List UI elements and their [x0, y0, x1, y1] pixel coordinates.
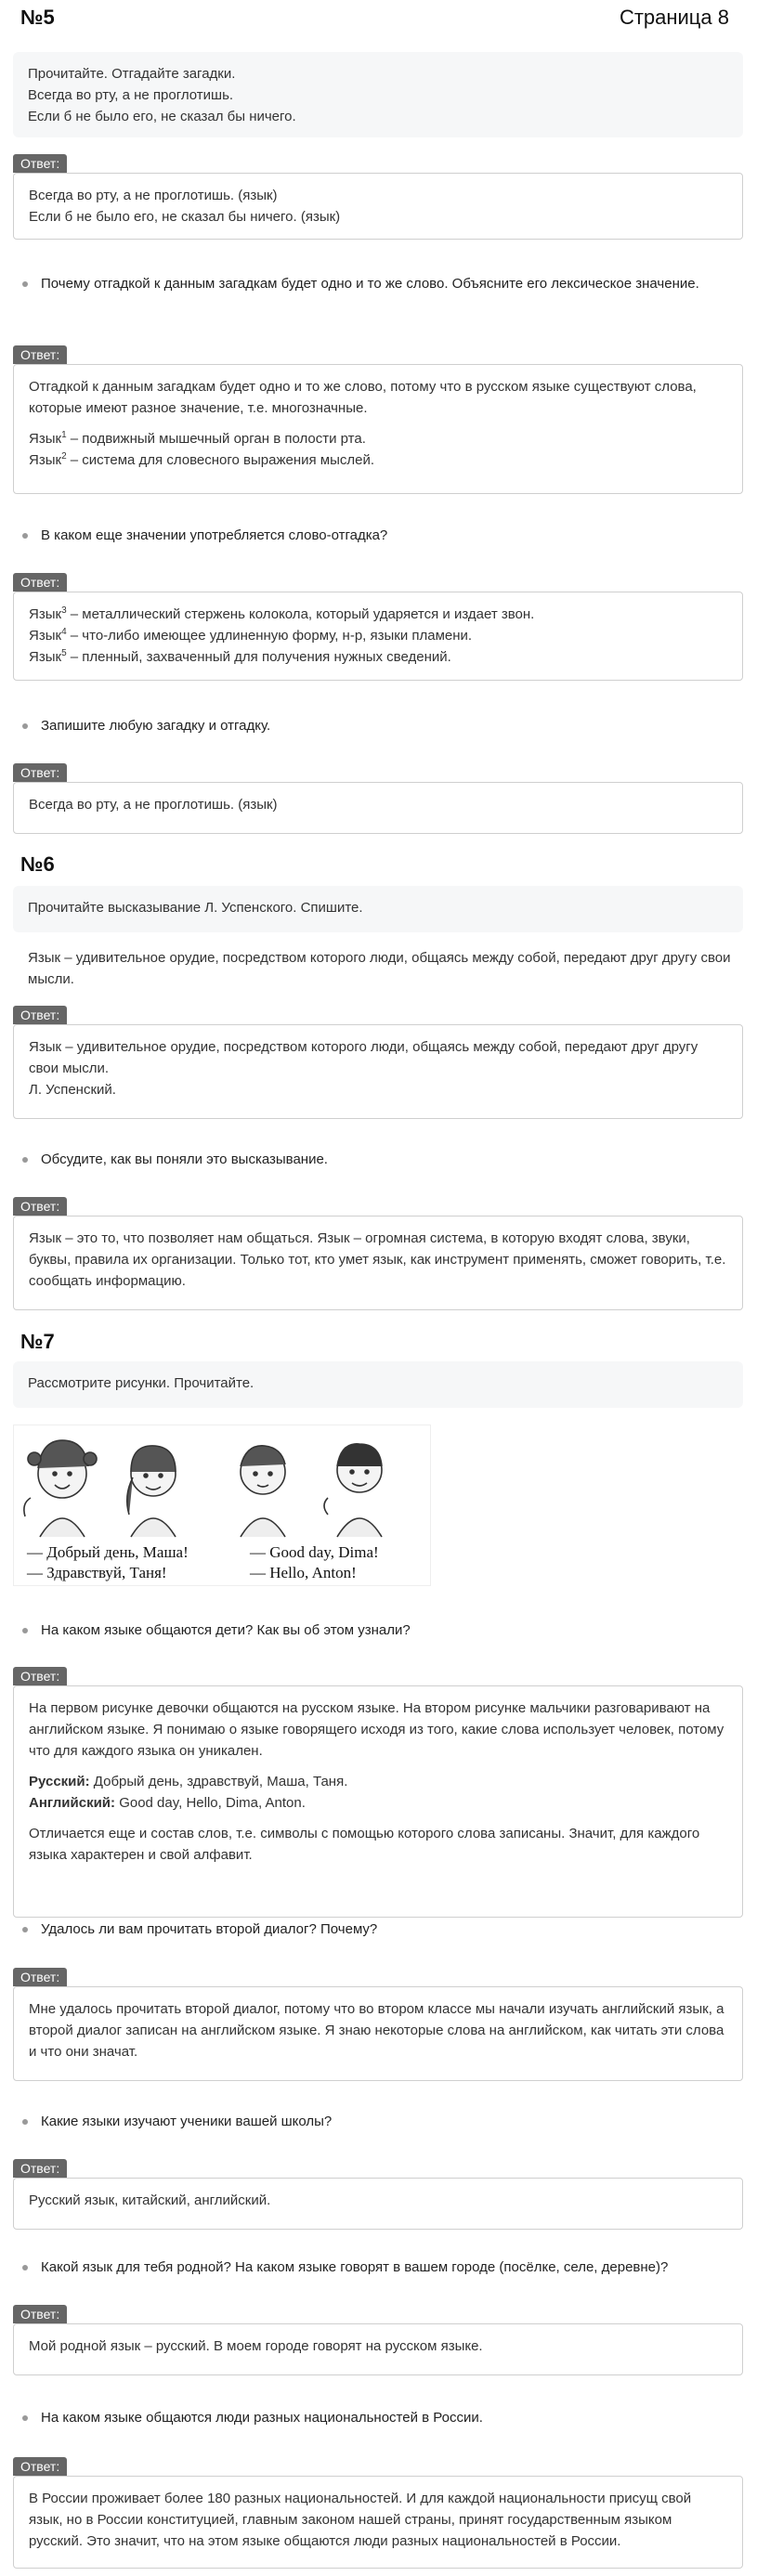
- answer-label: Ответ:: [13, 345, 67, 364]
- task6-quote: Язык – удивительное орудие, посредством которого люди, общаясь между собой, передают друг другу свои мысли.: [28, 950, 731, 987]
- girl-figure: [24, 1440, 97, 1537]
- task6-question2: [20, 1149, 745, 1170]
- answer-text: Отличается еще и состав слов, т.е. символы с помощью которого слова записаны. Значит, для каждого языка характерен и свой алфавит.: [29, 1826, 700, 1863]
- english-words: Английский: Good day, Hello, Dima, Anton.: [29, 1795, 306, 1811]
- task5-question4: [20, 715, 745, 736]
- caption-line: — Good day, Dima!: [250, 1543, 379, 1561]
- task7-answer4: [13, 2323, 743, 2375]
- task7-answer3: [13, 2178, 743, 2230]
- task5-prompt-line: Прочитайте. Отгадайте загадки.: [28, 66, 236, 82]
- answer-text: Язык – это то, что позволяет нам общаться. Язык – огромная система, в которую входят слова, звуки, буквы, правила их организации. Только тот, кто умет язык, как инструмент применять, сможет говорить, т.е. сообщать информацию.: [29, 1230, 726, 1289]
- task7-question1: [20, 1620, 745, 1641]
- answer-label: Ответ:: [13, 2159, 67, 2178]
- answer-line: Всегда во рту, а не проглотишь. (язык): [29, 188, 278, 203]
- task5-answer4: [13, 782, 743, 834]
- answer-label: Ответ:: [13, 1006, 67, 1024]
- page-number: Страница 8: [619, 6, 729, 29]
- caption-left: [27, 1542, 189, 1583]
- meaning-line: Язык$^2$ – система для словесного выражения мыслей.: [29, 451, 375, 468]
- task5-prompt-line: Если б не было его, не сказал бы ничего.: [28, 109, 296, 124]
- task7-title: №7: [20, 1330, 55, 1353]
- answer-line: Всегда во рту, а не проглотишь. (язык): [29, 797, 278, 813]
- russian-words: Русский: Добрый день, здравствуй, Маша, Таня.: [29, 1774, 348, 1789]
- answer-text: В России проживает более 180 разных национальностей. И для каждой национальности присущ свой язык, но в России конституцией, главным законом нашей страны, принят государственным языком русский. Это значит, что на этом языке общаются люди разных национальностей в России.: [29, 2491, 692, 2549]
- task6-answer2: [13, 1216, 743, 1310]
- caption-line: — Добрый день, Маша!: [27, 1543, 189, 1561]
- answer-label: Ответ:: [13, 154, 67, 173]
- bullet-dot: [22, 1157, 28, 1163]
- bullet-dot: [22, 1628, 28, 1633]
- task5-prompt-line: Всегда во рту, а не проглотишь.: [28, 87, 234, 103]
- bullet-dot: [22, 1927, 28, 1932]
- task6-prompt-line: Прочитайте высказывание Л. Успенского. Спишите.: [28, 900, 363, 916]
- answer-text: Русский язык, китайский, английский.: [29, 2192, 271, 2208]
- question-text: Почему отгадкой к данным загадкам будет одно и то же слово. Объясните его лексическое значение.: [41, 276, 699, 292]
- answer-text: Мой родной язык – русский. В моем городе говорят на русском языке.: [29, 2338, 483, 2354]
- answer-text: На первом рисунке девочки общаются на русском языке. На втором рисунке мальчики разговаривают на английском языке. Я понимаю о языке говорящего исходя из того, какие слова использует человек, потому что для каждого языка он уникален.: [29, 1700, 724, 1759]
- bullet-dot: [22, 2119, 28, 2125]
- answer-label: Ответ:: [13, 1968, 67, 1986]
- answer-line: Язык – удивительное орудие, посредством которого люди, общаясь между собой, передают друг другу свои мысли.: [29, 1039, 698, 1076]
- girl-figure: [127, 1446, 176, 1537]
- bullet-dot: [22, 723, 28, 729]
- answer-label: Ответ:: [13, 1667, 67, 1685]
- meaning-line: Язык$^4$ – что-либо имеющее удлиненную форму, н-р, языки пламени.: [29, 627, 473, 644]
- question-text: Какой язык для тебя родной? На каком языке говорят в вашем городе (посёлке, селе, деревне)?: [41, 2259, 669, 2275]
- task7-answer2: [13, 1986, 743, 2081]
- answer-label: Ответ:: [13, 763, 67, 782]
- task7-answer5: [13, 2476, 743, 2569]
- task5-answer3: [13, 592, 743, 681]
- caption-line: — Hello, Anton!: [250, 1564, 357, 1581]
- caption-line: — Здравствуй, Таня!: [27, 1564, 167, 1581]
- question-text: Обсудите, как вы поняли это высказывание.: [41, 1151, 328, 1167]
- children-illustration: [13, 1425, 431, 1586]
- task5-title: №5: [20, 6, 55, 29]
- question-text: На каком языке общаются люди разных национальностей в России.: [41, 2410, 483, 2426]
- answer-line: Если б не было его, не сказал бы ничего. (язык): [29, 209, 341, 225]
- answer-label: Ответ:: [13, 2457, 67, 2476]
- boy-figure: [241, 1446, 285, 1537]
- task7-answer1: [13, 1685, 743, 1918]
- bullet-dot: [22, 2415, 28, 2421]
- task5-prompt: [13, 52, 743, 137]
- meaning-line: Язык$^3$ – металлический стержень колокола, который ударяется и издает звон.: [29, 605, 535, 622]
- answer-label: Ответ:: [13, 1197, 67, 1216]
- task6-prompt: [13, 886, 743, 932]
- task7-question5: [20, 2407, 745, 2428]
- answer-label: Ответ:: [13, 2305, 67, 2323]
- meaning-line: Язык$^5$ – пленный, захваченный для получения нужных сведений.: [29, 648, 451, 665]
- task7-question3: [20, 2111, 745, 2132]
- answer-intro: Отгадкой к данным загадкам будет одно и то же слово, потому что в русском языке существуют слова, которые имеют разное значение, т.е. многозначные.: [29, 379, 697, 416]
- answer-text: Мне удалось прочитать второй диалог, потому что во втором классе мы начали изучать английский язык, а второй диалог записан на английском языке. Я знаю некоторые слова на английском, как читать эти слова и что они значат.: [29, 2001, 724, 2060]
- task6-answer1: [13, 1024, 743, 1119]
- bullet-dot: [22, 2265, 28, 2270]
- task5-answer1: [13, 173, 743, 240]
- task6-title: №6: [20, 852, 55, 876]
- task7-prompt-line: Рассмотрите рисунки. Прочитайте.: [28, 1375, 255, 1391]
- task5-question3: [20, 525, 745, 546]
- answer-label: Ответ:: [13, 573, 67, 592]
- answer-author: Л. Успенский.: [29, 1082, 116, 1098]
- task7-question4: [20, 2257, 745, 2278]
- question-text: Какие языки изучают ученики вашей школы?: [41, 2114, 333, 2129]
- question-text: На каком языке общаются дети? Как вы об этом узнали?: [41, 1622, 411, 1638]
- caption-right: [250, 1542, 379, 1583]
- task5-question2: [20, 273, 745, 294]
- task7-question2: [20, 1919, 745, 1940]
- task5-answer2: [13, 364, 743, 494]
- question-text: Запишите любую загадку и отгадку.: [41, 718, 271, 734]
- task7-prompt: [13, 1361, 743, 1408]
- question-text: Удалось ли вам прочитать второй диалог? Почему?: [41, 1921, 378, 1937]
- boy-figure: [324, 1444, 382, 1537]
- meaning-line: Язык$^1$ – подвижный мышечный орган в полости рта.: [29, 430, 366, 447]
- bullet-dot: [22, 533, 28, 539]
- question-text: В каком еще значении употребляется слово-отгадка?: [41, 527, 388, 543]
- bullet-dot: [22, 281, 28, 287]
